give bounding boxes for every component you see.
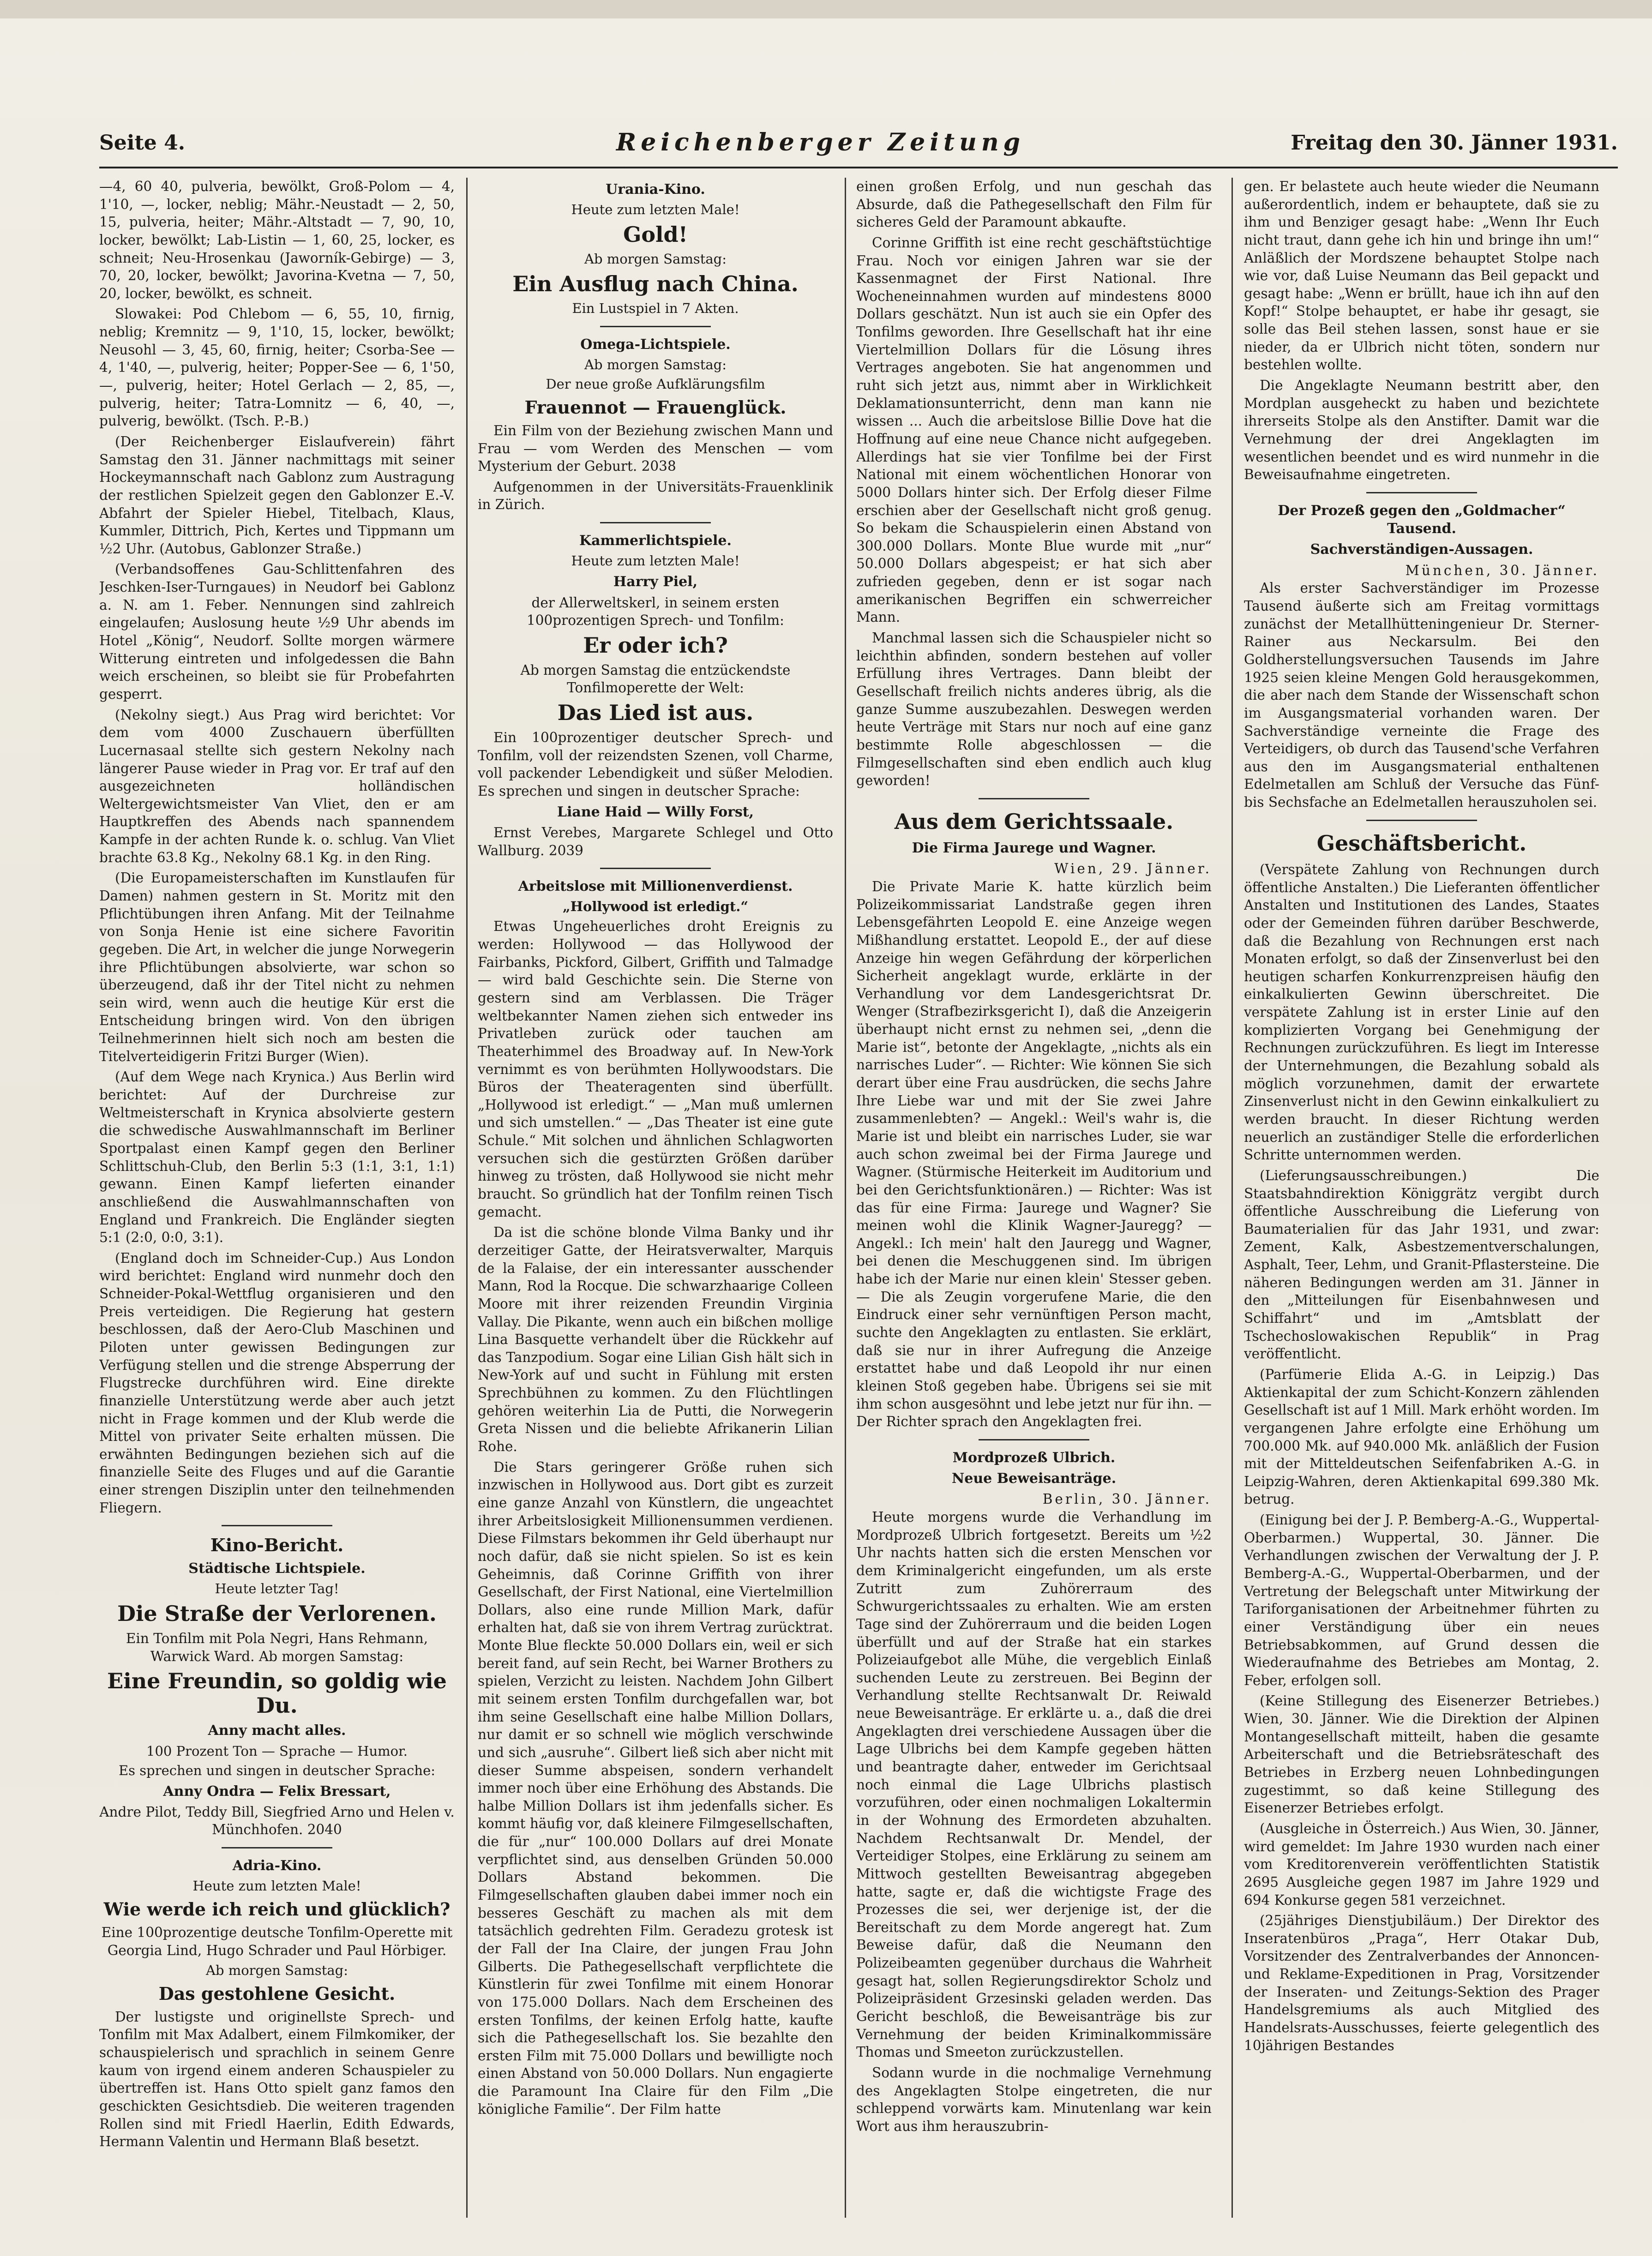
film-description: Eine 100prozentige deutsche Tonfilm-Operette mit Georgia Lind, Hugo Schrader und Paul Hörbiger. <box>101 1924 453 1958</box>
issue-date: Freitag den 30. Jänner 1931. <box>1291 131 1618 155</box>
film-title: Die Straße der Verlorenen. <box>117 1601 437 1626</box>
article-paragraph: einen großen Erfolg, und nun geschah das Absurde, daß die Pathegesellschaft den Film für sicheres Geld der Paramount abkaufte. <box>856 179 1212 230</box>
film-description: Ein Tonfilm mit Pola Negri, Hans Rehmann, Warwick Ward. Ab morgen Samstag: <box>126 1631 428 1664</box>
business-item: (Verspätete Zahlung von Rechnungen durch öffentliche Anstalten.) Die Lieferanten öffentlicher Anstalten und Institutionen des Landes, Staates oder der Gemeinden führen darüber Beschwerde, daß die Bezahlung von Rechnungen erst nach Monaten erfolgt, so daß der Zinsenverlust bei den heutigen scharfen Konkurrenzpreisen häufig den einkalkulierten Gewinn überschreitet. Die verspätete Zahlung ist in erster Linie auf den komplizierten Vorgang bei Genehmigung der Rechnungen zurückzuführen. Es liegt im Interesse der Unternehmungen, die Bezahlung sobald als möglich vorzunehmen, damit der erwartete Zinsenverlust nicht in den Gewinn einkalkuliert zu werden braucht. In dieser Richtung werden neuerlich an zuständiger Stelle die erforderlichen Schritte unternommen werden. <box>1244 862 1599 1163</box>
cinema-name: Städtische Lichtspiele. <box>188 1560 366 1577</box>
sport-item: (England doch im Schneider-Cup.) Aus London wird berichtet: England wird nunmehr doch den Schneider-Pokal-Wettflug organisieren und den Preis verteidigen. Die Regierung hat gestern beschlossen, daß der Aero-Club Maschinen und Piloten unter gewissen Bedingungen zur Verfügung stellen und die strenge Absperrung der Flugstrecke durchführen wird. Eine direkte finanzielle Unterstützung werde aber auch jetzt nicht in Frage kommen und der Klub werde die Mittel von privater Seite erhalten müssen. Die erwähnten Bedingungen beziehen sich auf die finanzielle Seite des Fluges und auf die Garantie einer strengen Disziplin unter den teilnehmenden Fliegern. <box>99 1250 455 1516</box>
film-description: Ein Film von der Beziehung zwischen Mann und Frau — vom Werden des Menschen — vom Mysterium der Geburt. 2038 <box>478 422 833 474</box>
film-cast: Liane Haid — Willy Forst, <box>557 804 754 820</box>
divider <box>222 1847 332 1848</box>
sport-item: (Verbandsoffenes Gau-Schlittenfahren des Jeschken-Iser-Turngaues) in Neudorf bei Gablonz a. N. am 1. Feber. Nennungen sind zahlreich eingelaufen; Auslosung heute ½9 Uhr abends im Hotel „König“, Neudorf. Sollte morgen wärmere Witterung eintreten und infolgedessen die Bahn weich erscheinen, so bleibt sie für Probefahrten gesperrt. <box>99 561 455 702</box>
column-rule <box>1231 178 1233 2218</box>
notice: Heute zum letzten Male! <box>571 202 740 218</box>
page-header <box>99 125 1618 168</box>
divider <box>1366 820 1477 821</box>
film-title: Ein Ausflug nach China. <box>512 271 799 297</box>
snow-report: —4, 60 40, pulveria, bewölkt, Groß-Polom — 4, 1'10, —, locker, neblig; Mähr.-Neustadt — 2, 50, 15, pulveria, heiter; Mähr.-Altstadt — 7, 90, 10, locker, bewölkt; Lab-Listin — 1, 60, 25, locker, es schneit; Neu-Hrosenkau (Jaworník-Gebirge) — 3, 70, 20, locker, bewölkt; Javorina-Kvetna — 7, 50, 20, locker, bewölkt, es schneit. <box>99 179 455 301</box>
film-title: Wie werde ich reich und glücklich? <box>103 1899 451 1920</box>
notice: Ab morgen Samstag: <box>584 251 727 267</box>
business-item: (Ausgleiche in Österreich.) Aus Wien, 30. Jänner, wird gemeldet: Im Jahre 1930 wurden nach einer vom Kreditorenverein veröffentlichten Statistik 2695 Ausgleiche gegen 1987 im Jahre 1929 und 694 Konkurse gegen 581 verzeichnet. <box>1244 1820 1599 1908</box>
notice: Der neue große Aufklärungsfilm <box>546 376 765 392</box>
section-heading: Kino-Bericht. <box>210 1535 344 1556</box>
notice: Heute zum letzten Male! <box>192 1878 361 1894</box>
section-heading: Aus dem Gerichtssaale. <box>894 809 1174 834</box>
article-headline: Die Firma Jaurege und Wagner. <box>912 840 1156 857</box>
article-headline: Mordprozeß Ulbrich. <box>952 1449 1116 1466</box>
sport-item: (Der Reichenberger Eislaufverein) fährt Samstag den 31. Jänner nachmittags mit seiner Hockeymannschaft nach Gablonz zum Austragung der restlichen Spielzeit gegen den Gablonzer E.-V. Abfahrt der Spieler Hiebel, Titelbach, Klaus, Kummler, Dittrich, Pich, Kertes und Tippmann um ½2 Uhr. (Autobus, Gablonzer Straße.) <box>99 433 455 557</box>
divider <box>600 868 711 869</box>
film-cast: Anny Ondra — Felix Bressart, <box>163 1783 391 1800</box>
film-tagline: Anny macht alles. <box>208 1722 346 1739</box>
sport-item: (Auf dem Wege nach Krynica.) Aus Berlin wird berichtet: Auf der Durchreise zur Weltmeisterschaft in Krynica absolvierte gestern die schwedische Auswahlmannschaft im Berliner Sportpalast einen Kampf gegen den Berliner Schlittschuh-Club, den Berlin 5:3 (1:1, 3:1, 1:1) gewann. Einen Kampf lieferten einander anschließend die Auswahlmannschaften von England und Frankreich. Die Engländer siegten 5:1 (2:0, 0:0, 3:1). <box>99 1069 455 1246</box>
film-title: Das gestohlene Gesicht. <box>158 1983 396 2004</box>
film-tagline: 100 Prozent Ton — Sprache — Humor. <box>146 1743 408 1759</box>
cinema-name: Urania-Kino. <box>606 181 705 198</box>
article-headline: Arbeitslose mit Millionenverdienst. <box>518 878 793 895</box>
article-paragraph: Corinne Griffith ist eine recht geschäftstüchtige Frau. Noch vor einigen Jahren war sie der Kassenmagnet der First National. Ihre Wocheneinnahmen wurden auf mindestens 8000 Dollars geschätzt. Nun ist auch sie ein Opfer des Tonfilms geworden. Ihre Gesellschaft hat ihr eine Viertelmillion Dollars für die Lösung ihres Vertrages angeboten. Sie hat angenommen und ruht sich jetzt aus, nimmt aber in Wirklichkeit Deklamationsunterricht, denn man kann nie wissen ... Auch die arbeitslose Billie Dove hat die Hoffnung auf eine neue Chance nicht aufgegeben. Allerdings hat sie vier Tonfilme bei der First National mit einem wöchentlichen Honorar von 5000 Dollars hinter sich. Der Erfolg dieser Filme erschien aber der Gesellschaft nicht groß genug. So bekam die Schauspielerin einen Abstand von 300.000 Dollars. Monte Blue wurde mit „nur“ 50.000 Dollars abgespeist; er hat sich aber zufrieden gegeben, denn er ist sogar nach amerikanischen Begriffen ein schwerreicher Mann. <box>856 234 1212 625</box>
section-heading: Geschäftsbericht. <box>1316 830 1527 856</box>
business-item: (Parfümerie Elida A.-G. in Leipzig.) Das Aktienkapital der zum Schicht-Konzern zählenden Gesellschaft ist auf 1 Mill. Mark erhöht worden. Im vergangenen Jahre erfolgte eine Erhöhung um 700.000 Mk. auf 940.000 Mk. anläßlich der Fusion mit der Mitteldeutschen Seifenfabriken A.-G. in Leipzig-Wahren, deren Aktienkapital 699.380 Mk. betrug. <box>1244 1366 1599 1507</box>
notice: Ab morgen Samstag: <box>206 1962 348 1979</box>
business-item: (Keine Stillegung des Eisenerzer Betriebes.) Wien, 30. Jänner. Wie die Direktion der Alpinen Montangesellschaft mitteilt, haben die gesamte Arbeiterschaft und die Betriebsräteschaft des Betriebes in Erzberg neuen Lohnbedingungen zugestimmt, so daß keine Stillegung des Eisenerzer Betriebes erfolgt. <box>1244 1693 1599 1816</box>
article-paragraph: Die Private Marie K. hatte kürzlich beim Polizeikommissariat Landstraße gegen ihren Lebensgefährten Leopold E. eine Anzeige wegen Mißhandlung erstattet. Leopold E., der auf diese Anzeige hin wegen Gefährdung der körperlichen Sicherheit angeklagt wurde, erklärte in der Verhandlung vor dem Landesgerichtsrat Dr. Wenger (Strafbezirksgericht I), daß die Anzeigerin überhaupt nicht ernst zu nehmen sei, „denn die Marie ist“, betonte der Angeklagte, „nichts als ein narrisches Luder“. — Richter: Wie können Sie sich derart über eine Frau ausdrücken, die sechs Jahre Ihre Liebe war und mit der Sie zwei Jahre zusammenlebten? — Angekl.: Weil's wahr is, die Marie ist und bleibt ein narrisches Luder, sie war auch schon zweimal bei der Firma Jaurege und Wagner. (Stürmische Heiterkeit im Auditorium und bei den Gerichtsfunktionären.) — Richter: Was ist das für eine Firma: Jaurege und Wagner? Sie meinen wohl die Klinik Wagner-Jauregg? — Angekl.: Ich mein' halt den Jauregg und Wagner, bei denen die Meschuggenen sind. Im übrigen habe ich der Marie nur einen klein' Stesser geben. — Die als Zeugin vorgerufene Marie, die den Eindruck einer sehr vernünftigen Person macht, suchte den Angeklagten zu entlasten. Sie erklärt, daß sie nur in ihrer Aufregung die Anzeige erstattet habe und daß Leopold ihr nur einen kleinen Stoß gegeben habe. Übrigens sei sie mit ihm schon ausgesöhnt und lebe jetzt nur für ihn. — Der Richter sprach den Angeklagten frei. <box>856 878 1212 1430</box>
article-paragraph: Die Stars geringerer Größe ruhen sich inzwischen in Hollywood aus. Dort gibt es zurzeit eine ganze Anzahl von Künstlern, die ungeachtet ihrer Arbeitslosigkeit Millionensummen verdienen. Diese Filmstars bekommen ihr Geld überhaupt nur noch dafür, daß sie nicht spielen. So ist es kein Geheimnis, daß Corinne Griffith von ihrer Gesellschaft, der First National, eine Viertelmillion Dollars, also eine runde Million Mark, dafür erhalten hat, daß sie von ihrem Vertrag zurücktrat. Monte Blue fleckte 50.000 Dollars ein, weil er sich bereit fand, auf sein Recht, bei Warner Brothers zu spielen, Verzicht zu leisten. Nachdem John Gilbert mit seinem ersten Tonfilm durchgefallen war, bot ihm seine Gesellschaft eine halbe Million Dollars, nur damit er so schnell wie möglich verschwinde und sich „ausruhe“. Gilbert ließ sich aber nicht mit dieser Summe abspeisen, sondern verhandelt immer noch über eine Erhöhung des Abstands. Die halbe Million Dollars ist ihm jedenfalls sicher. Es kommt häufig vor, daß kleinere Filmgesellschaften, die für „nur“ 100.000 Dollars auf drei Monate verpflichtet sind, aus denselben Gründen 50.000 Dollars Abstand bekommen. Die Filmgesellschaften glauben dabei immer noch ein besseres Geschäft zu machen als mit dem tatsächlich gedrehten Film. Geradezu grotesk ist der Fall der Ina Claire, der jungen Frau John Gilberts. Die Pathegesellschaft verpflichtete die Künstlerin für zwei Tonfilme mit einem Honorar von 175.000 Dollars. Nach dem Erscheinen des ersten Tonfilms, der keinen Erfolg hatte, kaufte sich die Pathegesellschaft los. Sie bezahlte den ersten Film mit 75.000 Dollars und bewilligte noch einen Abstand von 50.000 Dollars. Nun engagierte die Paramount Ina Claire für den Film „Die königliche Familie“. Der Film hatte <box>478 1459 833 2117</box>
film-genre: Ein Lustspiel in 7 Akten. <box>572 300 739 317</box>
article-paragraph: gen. Er belastete auch heute wieder die Neumann außerordentlich, indem er behauptete, daß sie zu ihm und Benziger gesagt habe: „Wenn Ihr Euch nicht traut, dann gehe ich hin und bringe ihn um!“ Anläßlich der Mordszene behauptet Stolpe nach wie vor, daß Luise Neumann das Beil gepackt und gesagt habe: „Wenn er brüllt, haue ich ihn auf den Kopf!“ Stolpe behauptet, er habe ihr gesagt, sie solle das Beil stehen lassen, sonst haue er sie nieder, da er Ulbrich nicht töten, sondern nur bestehlen wollte. <box>1244 179 1599 373</box>
masthead: Reichenberger Zeitung <box>616 128 1025 156</box>
divider <box>600 522 711 523</box>
film-description: Ein 100prozentiger deutscher Sprech- und Tonfilm, voll der reizendsten Szenen, voll Charme, voll packender Lebendigkeit und süßer Melodien. Es sprechen und singen in deutscher Sprache: <box>478 730 833 799</box>
film-description: der Allerweltskerl, in seinem ersten 100prozentigen Sprech- und Tonfilm: <box>526 594 784 629</box>
notice: Heute zum letzten Male! <box>571 553 740 569</box>
article-paragraph: Heute morgens wurde die Verhandlung im Mordprozeß Ulbrich fortgesetzt. Bereits um ½2 Uhr nachts hatten sich die ersten Menschen vor dem Kriminalgericht eingefunden, um als erste Zutritt zum Zuhörerraum des Schwurgerichtssaales zu erhalten. Wie am ersten Tage sind der Zuhörerraum und die beiden Logen überfüllt und auf der Straße hat ein starkes Polizeiaufgebot alle Mühe, die vergeblich Einlaß suchenden Leute zu zerstreuen. Bei Beginn der Verhandlung stellte Rechtsanwalt Dr. Reiwald neue Beweisanträge. Er erklärte u. a., daß die drei Angeklagten drei verschiedene Aussagen über die Lage Ulbrichs bei dem Kampfe gegeben hätten und beantragte daher, entweder im Gerichtsaal noch einmal die Lage Ulbrichs plastisch vorzuführen, oder einen nochmaligen Lokaltermin in der Wohnung des Ermordeten abzuhalten. Nachdem Rechtsanwalt Dr. Mendel, der Verteidiger Stolpes, eine Erklärung zu seinem am Mittwoch gestellten Beweisantrag abgegeben hatte, sagte er, daß die wichtigste Frage des Prozesses die sei, wer derjenige ist, der die Bereitschaft zu dem Morde angeregt hat. Zum Beweise dafür, daß die Neumann den Polizeibeamten gegenüber durchaus die Wahrheit gesagt hat, sollen Regierungsdirektor Scholz und Polizeipräsident Grzesinski geladen werden. Das Gericht beschloß, die Beweisanträge bis zur Vernehmung der beiden Kriminalkommissäre Thomas und Smeeton zurückzustellen. <box>856 1509 1212 2060</box>
film-title: Er oder ich? <box>583 632 728 658</box>
article-paragraph: Manchmal lassen sich die Schauspieler nicht so leichthin abfinden, sondern bestehen auf voller Erfüllung ihres Vertrages. Dann bleibt der Gesellschaft freilich nichts anderes übrig, als die ganze Summe auszubezahlen. Deswegen werden heute Verträge mit Stars nur noch auf eine ganz bestimmte Rolle abgeschlossen — die Filmgesellschaften sind eben endlich auch klug geworden! <box>856 630 1212 789</box>
business-item: (Lieferungsausschreibungen.) Die Staatsbahndirektion Königgrätz vergibt durch öffentliche Ausschreibung die Lieferung von Baumaterialien für das Jahr 1931, und zwar: Zement, Kalk, Asbestzementverschalungen, Asphalt, Teer, Lehm, und Granit-Pflastersteine. Die näheren Bedingungen werden am 31. Jänner in den „Mitteilungen für Eisenbahnwesen und Schiffahrt“ und im „Amtsblatt der Tschechoslowakischen Republik“ in Prag veröffentlicht. <box>1244 1167 1599 1362</box>
film-description: Ab morgen Samstag die entzückendste Tonfilmoperette der Welt: <box>520 662 791 696</box>
article-subheadline: Sachverständigen-Aussagen. <box>1310 541 1533 558</box>
article-paragraph: Sodann wurde in die nochmalige Vernehmung des Angeklagten Stolpe eingetreten, die nur schleppend vorwärts kam. Minutenlang war kein Wort aus ihm herauszubrin- <box>856 2064 1212 2134</box>
page-top-edge <box>0 0 1652 18</box>
dateline: Wien, 29. Jänner. <box>1054 861 1212 877</box>
article-subheadline: „Hollywood ist erledigt.“ <box>562 899 749 915</box>
film-description: Aufgenommen in der Universitäts-Frauenklinik in Zürich. <box>478 479 833 513</box>
column-2 <box>478 178 833 2222</box>
article-headline: Der Prozeß gegen den „Goldmacher“ Tausend. <box>1278 502 1566 537</box>
column-3 <box>856 178 1212 2222</box>
article-paragraph: Etwas Ungeheuerliches droht Ereignis zu werden: Hollywood — das Hollywood der Fairbanks, Pickford, Gilbert, Griffith und Talmadge — wird bald Geschichte sein. Die Sterne von gestern sind am Verblassen. Die Träger weltbekannter Namen ziehen sich entweder ins Privatleben zurück oder tauchen am Theaterhimmel des Broadway auf. In New-York vernimmt es von berühmten Hollywoodstars. Die Büros der Theateragenten sind überfüllt. „Hollywood ist erledigt.“ — „Man muß umlernen und sich umstellen.“ — „Das Theater ist eine gute Schule.“ Mit solchen und ähnlichen Schlagworten versuchen sich die gestürzten Größen darüber hinweg zu trösten, daß Hollywood sie nicht mehr braucht. So gründlich hat der Tonfilm reinen Tisch gemacht. <box>478 918 833 1220</box>
article-paragraph: Die Angeklagte Neumann bestritt aber, den Mordplan ausgeheckt zu haben und bezichtete ihrerseits Stolpe als den Anstifter. Damit war die Vernehmung der drei Angeklagten im wesentlichen beendet und es wird nunmehr in die Beweisaufnahme eingetreten. <box>1244 378 1599 483</box>
film-title: Gold! <box>623 222 688 247</box>
divider <box>600 326 711 327</box>
divider <box>979 1439 1089 1440</box>
business-item: (25jähriges Dienstjubiläum.) Der Direktor des Inseratenbüros „Praga“, Herr Otakar Dub, Vorsitzender des Zentralverbandes der Annoncen- und Reklame-Expeditionen in Prag, Vorsitzender der Inseraten- und Zeitungs-Sektion des Prager Handelsgremiums als auch Mitglied des Handelsrats-Ausschusses, feierte gelegentlich des 10jährigen Bestandes <box>1244 1913 1599 2053</box>
article-paragraph: Als erster Sachverständiger im Prozesse Tausend äußerte sich am Freitag vormittags zunächst der Metallhütteningenieur Dr. Sterner-Rainer aus Neckarsulm. Bei den Goldherstellungsversuchen Tausends im Jahre 1925 seien kleine Mengen Gold herausgekommen, die aber nach dem Stande der Wissenschaft schon im Ausgangsmaterial vorhanden waren. Der Sachverständige verneinte die Frage des Verteidigers, ob durch das Tausend'sche Verfahren aus den im Ausgangsmaterial enthaltenen Edelmetallen am Schluß der Versuche das Fünf- bis Sechsfache an Edelmetallen herauszuholen sei. <box>1244 580 1599 810</box>
film-note: Es sprechen und singen in deutscher Sprache: <box>118 1762 436 1778</box>
sport-item: (Die Europameisterschaften im Kunstlaufen für Damen) nahmen gestern in St. Moritz mit den Pflichtübungen ihren Anfang. Mit der Teilnahme von Sonja Henie ist eine sichere Favoritin gegeben. Die Art, in welcher die junge Norwegerin ihre Pflichtübungen absolvierte, war schon so überzeugend, daß ihr der Titel nicht zu nehmen sein wird, wenn auch die heutige Kür erst die Entscheidung bringen wird. Von den übrigen Teilnehmerinnen hielt sich noch am besten die Titelverteidigerin Fritzi Burger (Wien). <box>99 870 455 1064</box>
film-title: Eine Freundin, so goldig wie Du. <box>107 1668 447 1718</box>
column-1 <box>99 178 455 2222</box>
snow-report-slovakia: Slowakei: Pod Chlebom — 6, 55, 10, firnig, neblig; Kremnitz — 9, 1'10, 15, locker, bewölkt; Neusohl — 3, 45, 60, firnig, heiter; Csorba-See — 4, 1'40, —, pulverig, heiter; Popper-See — 6, 1'50, —, pulverig, heiter; Hotel Gerlach — 2, 85, —, pulverig, heiter; Tatra-Lomnitz — 6, 40, —, pulverig, bewölkt. (Tsch. P.-B.) <box>99 306 455 429</box>
cinema-name: Omega-Lichtspiele. <box>580 336 731 353</box>
dateline: Berlin, 30. Jänner. <box>1042 1491 1212 1507</box>
page-number: Seite 4. <box>99 131 186 155</box>
article-paragraph: Da ist die schöne blonde Vilma Banky und ihr derzeitiger Gatte, der Heiratsverwalter, Marquis de la Falaise, der ein interessanter ausschender Mann, Rod la Rocque. Die schwarzhaarige Colleen Moore mit ihrer reizenden Freundin Virginia Vallay. Die Pikante, wenn auch ein bißchen mollige Lina Basquette verhandelt über die Rückkehr auf das Tanzpodium. Sogar eine Lilian Gish hält sich in New-York auf und sucht in Fühlung mit ersten Sprechbühnen zu kommen. Zu den Flüchtlingen gehören weiterhin Lia de Putti, die Norwegerin Greta Nissen und die beliebte Afrikanerin Lilian Rohe. <box>478 1224 833 1455</box>
film-cast: Andre Pilot, Teddy Bill, Siegfried Arno und Helen v. Münchhofen. 2040 <box>99 1804 455 1838</box>
cinema-name: Adria-Kino. <box>232 1858 322 1874</box>
column-4 <box>1244 178 1599 2222</box>
film-title: Frauennot — Frauenglück. <box>524 397 787 418</box>
column-rule <box>845 178 846 2218</box>
film-cast: Ernst Verebes, Margarete Schlegel und Otto Wallburg. 2039 <box>478 824 833 858</box>
cinema-name: Kammerlichtspiele. <box>579 533 732 549</box>
notice: Heute letzter Tag! <box>215 1581 339 1597</box>
column-rule <box>466 178 468 2218</box>
article-subheadline: Neue Beweisanträge. <box>951 1470 1117 1487</box>
business-item: (Einigung bei der J. P. Bemberg-A.-G., Wuppertal-Oberbarmen.) Wuppertal, 30. Jänner. Die Verhandlungen zwischen der Verwaltung der J. P. Bemberg-A.-G., Wuppertal-Oberbarmen, und der Vertretung der Belegschaft unter Mitwirkung der Tariforganisationen der Arbeitnehmer führten zu einer Verständigung über ein neues Betriebsabkommen, auf Grund dessen die Wiederaufnahme des Betriebes am Montag, 2. Feber, erfolgen soll. <box>1244 1512 1599 1688</box>
sport-item: (Nekolny siegt.) Aus Prag wird berichtet: Vor dem vom 4000 Zuschauern überfüllten Lucernasaal stellte sich gestern Nekolny nach längerer Pause wieder in Prag vor. Er traf auf den ausgezeichneten holländischen Weltergewichtsmeister Van Vliet, den er am Hauptkreffen des Abends nach spannendem Kampfe in der achten Runde k. o. schlug. Van Vliet brachte 63.8 Kg., Nekolny 68.1 Kg. in den Ring. <box>99 707 455 865</box>
film-title: Das Lied ist aus. <box>557 700 754 726</box>
film-description: Der lustigste und originellste Sprech- und Tonfilm mit Max Adalbert, einem Filmkomiker, der schauspielerisch und sprachlich in seinem Genre kaum von irgend einem anderen Schauspieler zu übertreffen ist. Hans Otto spielt ganz famos den geschickten Gesichtsdieb. Die weiteren tragenden Rollen sind mit Friedl Haerlin, Edith Edwards, Hermann Valentin und Hermann Blaß besetzt. <box>99 2009 455 2150</box>
divider <box>222 1525 332 1526</box>
divider <box>979 798 1089 799</box>
film-star: Harry Piel, <box>613 574 698 590</box>
dateline: München, 30. Jänner. <box>1405 562 1599 578</box>
divider <box>1366 492 1477 493</box>
notice: Ab morgen Samstag: <box>584 357 727 373</box>
